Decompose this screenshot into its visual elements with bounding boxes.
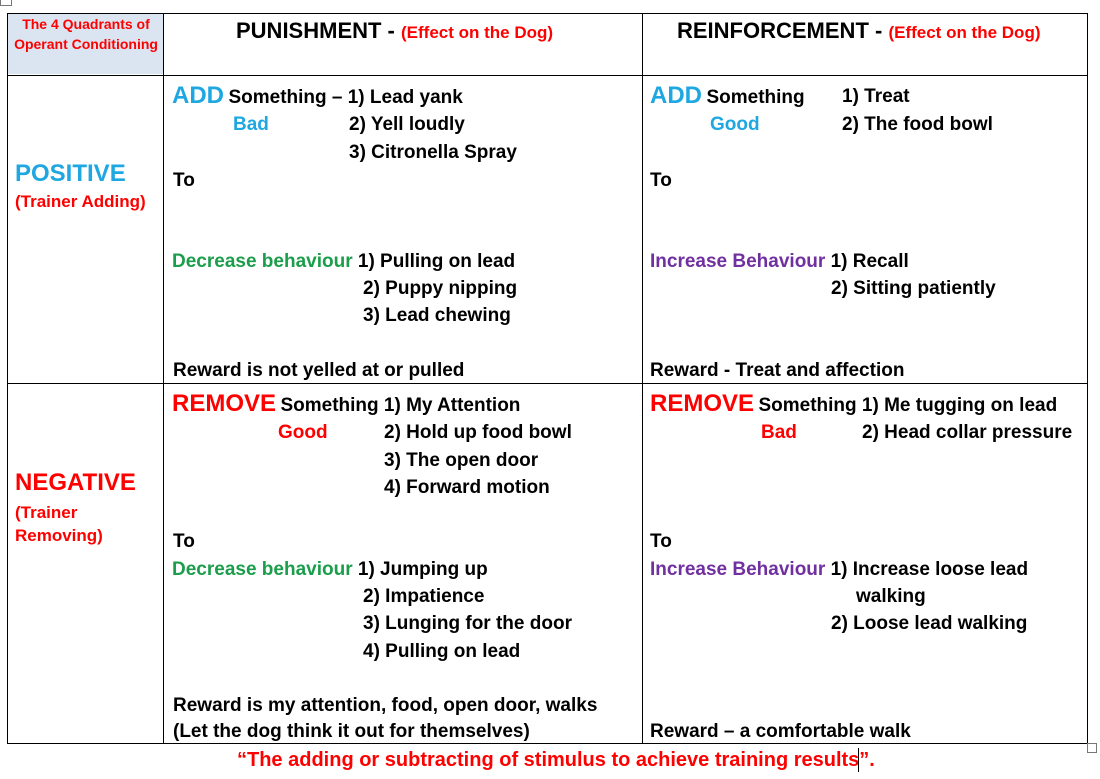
header-reinforcement-label: REINFORCEMENT - bbox=[677, 18, 889, 43]
row-divider bbox=[7, 383, 1088, 384]
pp-modifier: Bad bbox=[233, 114, 269, 135]
pp-add-line bbox=[172, 82, 463, 110]
np-item2: 2) Hold up food bowl bbox=[384, 422, 572, 443]
nr-b1a: 1) Increase loose lead bbox=[830, 559, 1029, 580]
pp-effect-line bbox=[172, 251, 515, 273]
pp-item2: 2) Yell loudly bbox=[349, 114, 465, 135]
header-punishment-label: PUNISHMENT - bbox=[236, 18, 401, 43]
np-reward-2: (Let the dog think it out for themselves) bbox=[173, 721, 530, 742]
np-item3: 3) The open door bbox=[384, 450, 539, 471]
np-verb: REMOVE bbox=[172, 390, 277, 417]
pp-b3: 3) Lead chewing bbox=[363, 305, 511, 326]
row-sub-negative-1: (Trainer bbox=[15, 503, 78, 522]
pr-item2: 2) The food bowl bbox=[842, 114, 993, 135]
pp-reward: Reward is not yelled at or pulled bbox=[173, 360, 465, 381]
pp-to: To bbox=[173, 170, 195, 191]
pp-item3: 3) Citronella Spray bbox=[349, 142, 517, 163]
pr-b2: 2) Sitting patiently bbox=[831, 278, 996, 299]
np-modifier: Good bbox=[278, 422, 328, 443]
row-label-negative: NEGATIVE bbox=[15, 469, 136, 496]
header-reinforcement-effect: (Effect on the Dog) bbox=[888, 23, 1041, 42]
nr-verb: REMOVE bbox=[650, 390, 755, 417]
header-reinforcement bbox=[677, 18, 1041, 44]
np-something: Something 1) My Attention bbox=[280, 395, 521, 416]
header-punishment-effect: (Effect on the Dog) bbox=[401, 23, 554, 42]
pp-verb: ADD bbox=[172, 82, 224, 109]
pr-b1: 1) Recall bbox=[830, 251, 909, 272]
nr-effect-line bbox=[650, 559, 1028, 581]
nr-b1b: walking bbox=[856, 586, 926, 607]
table-resize-handle-icon[interactable] bbox=[1087, 743, 1097, 753]
np-b1: 1) Jumping up bbox=[357, 559, 488, 580]
pr-add-line bbox=[650, 82, 805, 110]
row-label-positive: POSITIVE bbox=[15, 160, 126, 187]
np-to: To bbox=[173, 531, 195, 552]
np-item4: 4) Forward motion bbox=[384, 477, 550, 498]
row-sub-positive: (Trainer Adding) bbox=[15, 192, 146, 211]
nr-modifier: Bad bbox=[761, 422, 797, 443]
header-row-divider bbox=[7, 75, 1088, 76]
nr-remove-line bbox=[650, 390, 1057, 418]
pp-b2: 2) Puppy nipping bbox=[363, 278, 518, 299]
pr-modifier: Good bbox=[710, 114, 760, 135]
np-b4: 4) Pulling on lead bbox=[363, 641, 521, 662]
nr-to: To bbox=[650, 531, 672, 552]
pr-effect-line bbox=[650, 251, 909, 273]
header-punishment bbox=[236, 18, 553, 44]
np-effect: Decrease behaviour bbox=[172, 559, 353, 580]
pr-verb: ADD bbox=[650, 82, 702, 109]
row-sub-negative-2: Removing) bbox=[15, 526, 103, 545]
pr-reward: Reward - Treat and affection bbox=[650, 360, 905, 381]
np-remove-line bbox=[172, 390, 520, 418]
nr-reward: Reward – a comfortable walk bbox=[650, 721, 911, 742]
text-cursor bbox=[858, 748, 859, 772]
pr-item1: 1) Treat bbox=[842, 86, 910, 107]
nr-item2: 2) Head collar pressure bbox=[862, 422, 1073, 443]
footer-quote: “The adding or subtracting of stimulus to achieve training results”. bbox=[237, 749, 875, 771]
corner-title: The 4 Quadrants of Operant Conditioning bbox=[14, 16, 158, 52]
nr-something: Something 1) Me tugging on lead bbox=[758, 395, 1058, 416]
pr-to: To bbox=[650, 170, 672, 191]
np-b2: 2) Impatience bbox=[363, 586, 485, 607]
pp-effect: Decrease behaviour bbox=[172, 251, 353, 272]
pr-something: Something bbox=[706, 87, 805, 108]
nr-effect: Increase Behaviour bbox=[650, 559, 826, 580]
np-b3: 3) Lunging for the door bbox=[363, 613, 572, 634]
pr-effect: Increase Behaviour bbox=[650, 251, 826, 272]
pp-b1: 1) Pulling on lead bbox=[357, 251, 516, 272]
np-reward-1: Reward is my attention, food, open door, walks bbox=[173, 695, 598, 716]
pp-something: Something – 1) Lead yank bbox=[228, 87, 463, 108]
column-divider-1 bbox=[163, 13, 164, 744]
table-move-handle-icon[interactable] bbox=[0, 0, 12, 6]
np-effect-line bbox=[172, 559, 488, 581]
column-divider-2 bbox=[642, 13, 643, 744]
nr-b2: 2) Loose lead walking bbox=[831, 613, 1028, 634]
